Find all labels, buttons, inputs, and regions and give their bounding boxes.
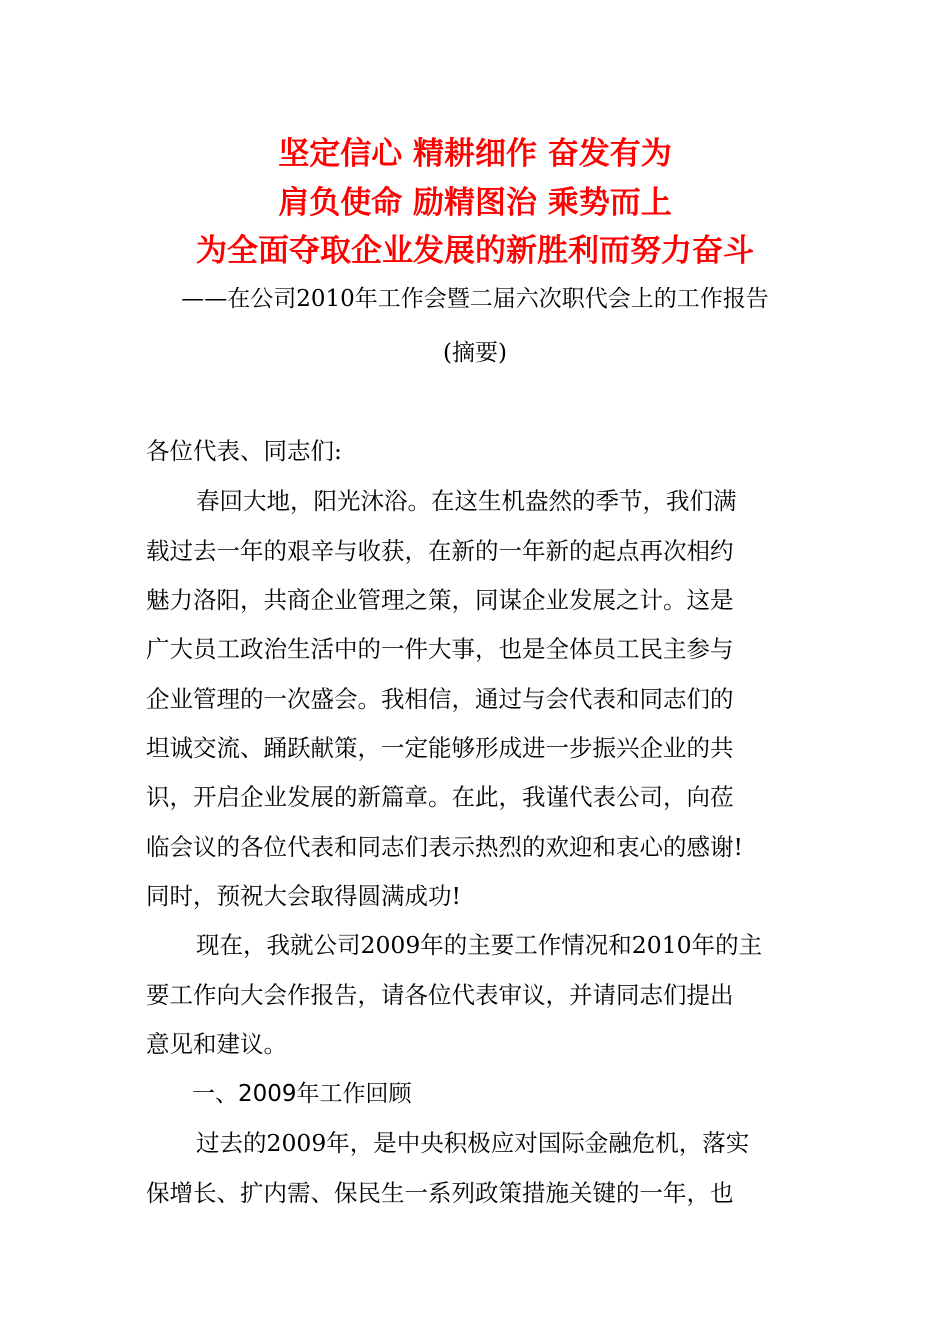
- body-line: 坦诚交流、踊跃献策，一定能够形成进一步振兴企业的共: [146, 734, 734, 762]
- body-line: 临会议的各位代表和同志们表示热烈的欢迎和衷心的感谢!: [146, 833, 743, 861]
- body-line: 同时，预祝大会取得圆满成功!: [146, 882, 461, 910]
- abstract-label: (摘要): [443, 340, 507, 366]
- body-line: 企业管理的一次盛会。我相信，通过与会代表和同志们的: [146, 685, 734, 713]
- body-line: 意见和建议。: [146, 1030, 287, 1058]
- body-line: 现在，我就公司2009年的主要工作情况和2010年的主: [196, 931, 763, 959]
- body-line: 魅力洛阳，共商企业管理之策，同谋企业发展之计。这是: [146, 586, 734, 614]
- title-line-2: 肩负使命 励精图治 乘势而上: [278, 185, 672, 221]
- body-line: 要工作向大会作报告，请各位代表审议，并请同志们提出: [146, 981, 734, 1009]
- section-line: 保增长、扩内需、保民生一系列政策措施关键的一年，也: [146, 1179, 734, 1207]
- title-line-1: 坚定信心 精耕细作 奋发有为: [278, 136, 672, 172]
- title-line-3: 为全面夺取企业发展的新胜利而努力奋斗: [196, 233, 754, 269]
- section-heading: 一、2009年工作回顾: [192, 1081, 412, 1107]
- body-line: 春回大地，阳光沐浴。在这生机盎然的季节，我们满: [196, 487, 737, 515]
- salutation: 各位代表、同志们:: [146, 437, 342, 465]
- section-line: 过去的2009年，是中央积极应对国际金融危机，落实: [196, 1129, 750, 1157]
- body-line: 识，开启企业发展的新篇章。在此，我谨代表公司，向莅: [146, 783, 734, 811]
- subtitle: ——在公司2010年工作会暨二届六次职代会上的工作报告: [181, 286, 769, 312]
- body-line: 载过去一年的艰辛与收获，在新的一年新的起点再次相约: [146, 537, 734, 565]
- body-line: 广大员工政治生活中的一件大事，也是全体员工民主参与: [146, 635, 734, 663]
